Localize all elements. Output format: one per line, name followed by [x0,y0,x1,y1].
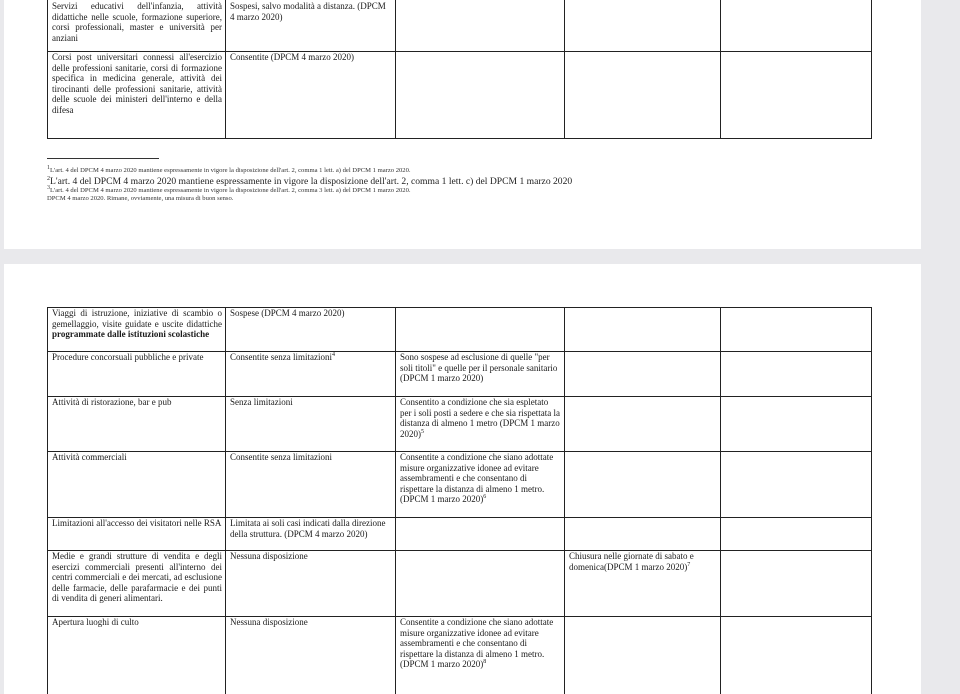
extra-cell [721,397,872,452]
dpcm1-cell [396,308,565,352]
activity-bold-text: programmate dalle istituzioni scolastiche [52,329,209,339]
dpcm1-cell [396,551,565,617]
dpcm1-cell [396,518,565,551]
table-row [48,551,872,617]
activity-cell: Servizi educativi dell'infanzia, attività didattiche nelle scuole, formazione superiore, corsi professionali, master e università per anziani [48,0,226,52]
dpcm4-cell: Consentite senza limitazioni$^4$ [226,352,396,397]
measures-table-page-2 [47,307,872,694]
dpcm1-cell: Consentite a condizione che siano adottate misure organizzative idonee ad evitare assembramenti e che consentano di rispettare la distanza di almeno 1 metro. (DPCM 1 marzo 2020)$^6$ [396,452,565,518]
dpcm1-cell [396,0,565,52]
activity-cell: Procedure concorsuali pubbliche e private [48,352,226,397]
table-row [48,0,872,52]
activity-cell: Medie e grandi strutture di vendita e degli esercizi commerciali presenti all'interno dei centri commerciali e dei mercati, ad esclusione delle farmacie, delle parafarmacie e dei punti di vendita di generi alimentari. [48,551,226,617]
footnote-3-continued: DPCM 4 marzo 2020. Rimane, ovviamente, una misura di buon senso. [47,195,233,202]
dpcm1-cell: Consentito a condizione che sia espletato per i soli posti a sedere e che sia rispettata la distanza di almeno 1 metro (DPCM 1 marzo 2020)$^5$ [396,397,565,452]
measures-table-page-1 [47,0,872,139]
extra-cell [721,0,872,52]
footnote-2: $^2$L'art. 4 del DPCM 4 marzo 2020 mantiene espressamente in vigore la disposizione dell'art. 2, comma 1 lett. c) del DPCM 1 marzo 2020 [47,176,572,187]
extra-cell [721,518,872,551]
dpcm4-cell: Limitata ai soli casi indicati dalla direzione della struttura. (DPCM 4 marzo 2020) [226,518,396,551]
activity-cell: Limitazioni all'accesso dei visitatori nelle RSA [48,518,226,551]
extra-cell [721,452,872,518]
dpcm4-cell: Sospesi, salvo modalità a distanza. (DPCM 4 marzo 2020) [226,0,396,52]
extra-cell [565,452,721,518]
dpcm4-cell: Nessuna disposizione [226,617,396,694]
activity-cell: Attività di ristorazione, bar e pub [48,397,226,452]
document-page-1 [4,0,921,249]
table-row [48,452,872,518]
activity-cell: Attività commerciali [48,452,226,518]
activity-cell: Corsi post universitari connessi all'esercizio delle professioni sanitarie, corsi di formazione specifica in medicina generale, attività dei tirocinanti delle professioni sanitarie, attività delle scuole dei ministeri dell'interno e della difesa [48,52,226,139]
extra-cell [565,0,721,52]
footnote-3: $^3$L'art. 4 del DPCM 4 marzo 2020 mantiene espressamente in vigore la disposizione dell'art. 2, comma 3 lett. a) del DPCM 1 marzo 2020. [47,187,411,194]
table-row [48,52,872,139]
dpcm1-cell [396,52,565,139]
extra-cell [565,352,721,397]
extra-cell [565,518,721,551]
dpcm4-cell: Senza limitazioni [226,397,396,452]
table-row [48,352,872,397]
extra-cell [721,617,872,694]
dpcm4-cell: Consentite senza limitazioni [226,452,396,518]
extra-cell [721,308,872,352]
table-row [48,397,872,452]
footnote-1: $^1$L'art. 4 del DPCM 4 marzo 2020 mantiene espressamente in vigore la disposizione dell'art. 2, comma 1 lett. a) del DPCM 1 marzo 2020. [47,167,411,174]
dpcm4-cell: Nessuna disposizione [226,551,396,617]
table-row [48,518,872,551]
dpcm4-cell: Sospese (DPCM 4 marzo 2020) [226,308,396,352]
extra-cell [565,617,721,694]
extra-cell [721,52,872,139]
extra-cell [565,52,721,139]
table-row [48,617,872,694]
table-row [48,308,872,352]
dpcm1-cell: Consentite a condizione che siano adottate misure organizzative idonee ad evitare assembramenti e che consentano di rispettare la distanza di almeno 1 metro. (DPCM 1 marzo 2020)$^8$ [396,617,565,694]
dpcm1-cell: Sono sospese ad esclusione di quelle "per soli titoli" e quelle per il personale sanitario (DPCM 1 marzo 2020) [396,352,565,397]
footnote-separator [47,158,159,159]
activity-cell: Apertura luoghi di culto [48,617,226,694]
extra-cell [721,352,872,397]
extra-cell [721,551,872,617]
extra-cell [565,308,721,352]
document-page-2 [4,264,921,694]
activity-cell: Viaggi di istruzione, iniziative di scambio o gemellaggio, visite guidate e uscite didattiche programmate dalle istituzioni scolastiche [48,308,226,352]
dpcm4-cell: Consentite (DPCM 4 marzo 2020) [226,52,396,139]
extra-cell [565,397,721,452]
extra-cell: Chiusura nelle giornate di sabato e domenica(DPCM 1 marzo 2020)$^7$ [565,551,721,617]
